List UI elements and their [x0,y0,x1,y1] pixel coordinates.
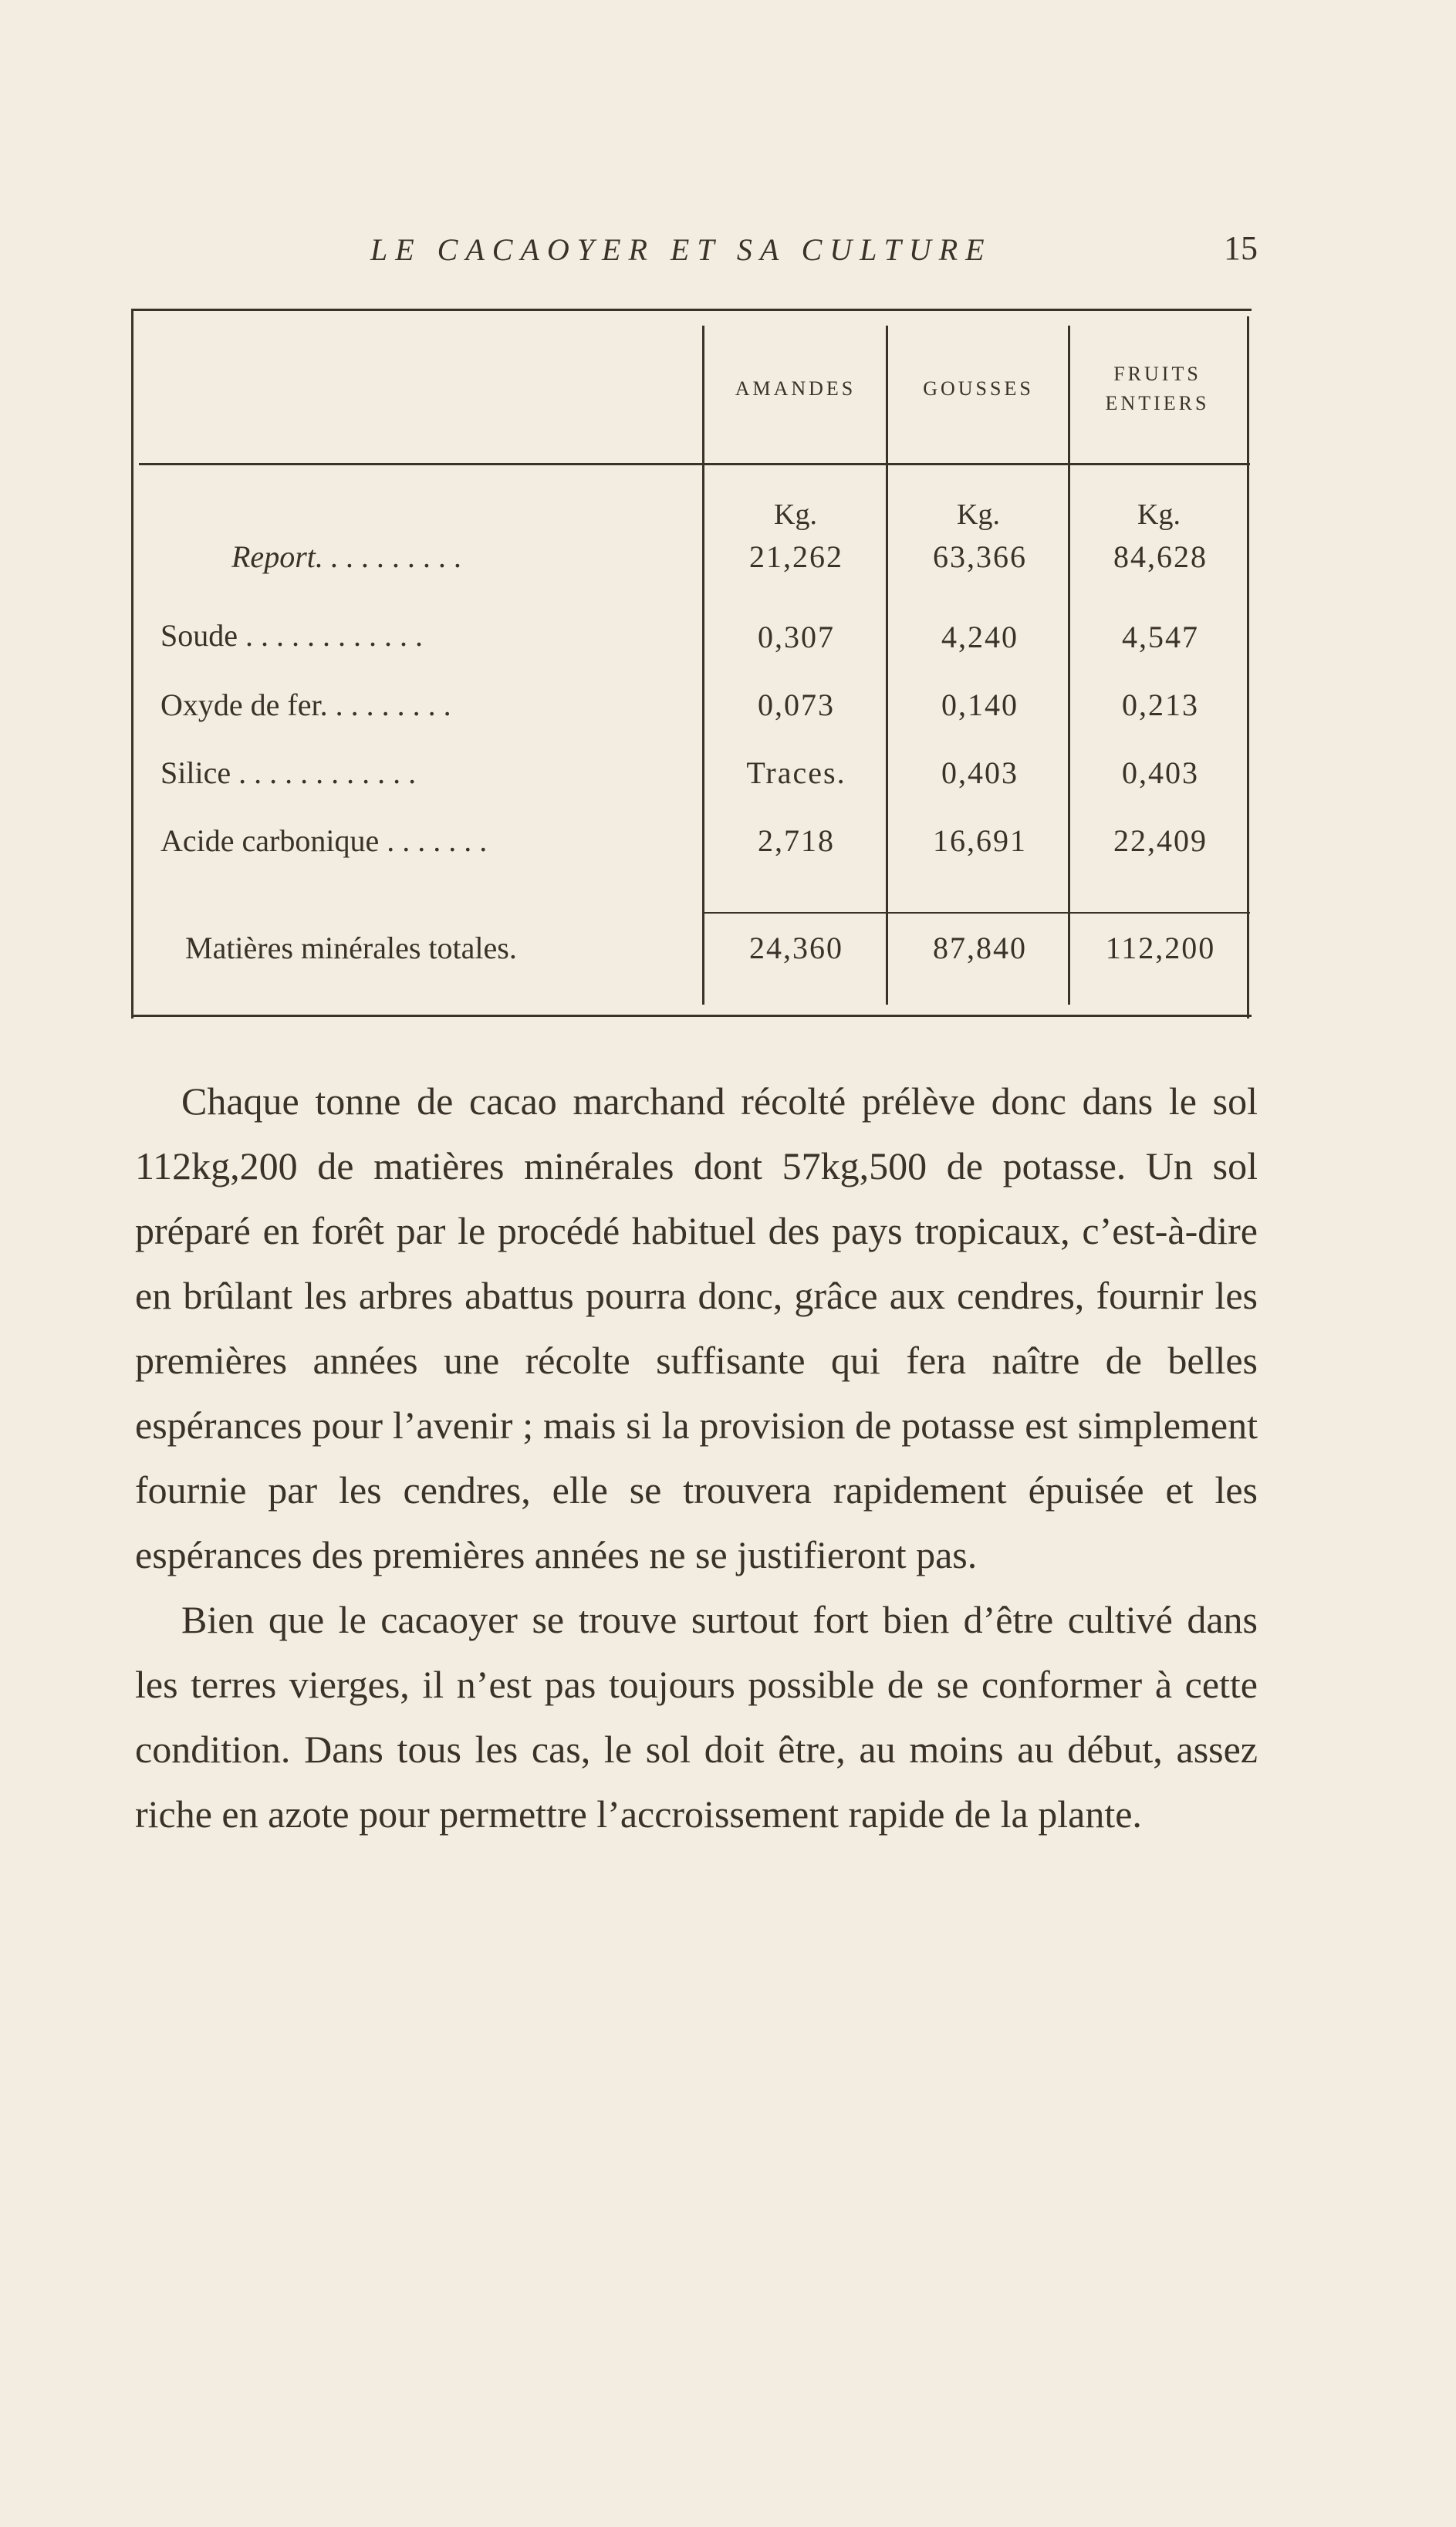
mineral-composition-table [131,309,1252,1026]
total-cell: 24,360 [749,931,843,965]
row-label-acide-carbonique: Acide carbonique . . . . . . . [160,823,488,858]
header-rule [139,463,1250,465]
table-cell: 84,628 [1113,539,1208,574]
table-cell: 0,307 [758,620,835,654]
column-separator [1068,326,1070,1005]
table-cell: 0,403 [1122,755,1199,790]
table-cell: 0,213 [1122,687,1199,722]
running-header [131,231,1258,278]
row-label-report: Report. . . . . . . . . . [231,539,462,574]
total-rule [702,912,1250,914]
table-cell: 22,409 [1113,823,1208,858]
table-cell: 63,366 [933,539,1027,574]
table-cell: 0,073 [758,687,835,722]
running-title: LE CACAOYER ET SA CULTURE [370,232,992,267]
total-cell: 112,200 [1105,931,1216,965]
total-cell: 87,840 [933,931,1027,965]
table-bottom-rule [131,1015,1252,1017]
table-cell: 16,691 [933,823,1027,858]
table-cell: 4,240 [941,620,1019,654]
body-text [135,1069,1258,1846]
table-cell: 4,547 [1122,620,1199,654]
paragraph: Bien que le cacaoyer se trouve surtout fort bien d’être cultivé dans les terres vierges, il n’est pas toujours possible de se conformer à cette condition. Dans tous les cas, le sol doit être, au moins au début, assez riche en azote pour permettre l’accroissement rapide de la plante. [135,1598,1258,1836]
row-label-oxyde-de-fer: Oxyde de fer. . . . . . . . . [160,687,451,722]
column-header-fruits-entiers: FRUITS ENTIERS [1105,363,1210,414]
table-cell: 0,140 [941,687,1019,722]
unit-label: Kg. [957,498,1000,531]
table-top-rule [131,309,1252,311]
table-cell: 2,718 [758,823,835,858]
column-header-amandes: AMANDES [735,377,856,400]
unit-label: Kg. [774,498,817,531]
column-separator [702,326,704,1005]
table-cell: Traces. [746,755,846,790]
table-left-rule [131,309,133,1019]
table-cell: 21,262 [749,539,843,574]
row-label-total: Matières minérales totales. [185,931,517,965]
paragraph: Chaque tonne de cacao marchand récolté prélève donc dans le sol 112kg,200 de matières minérales dont 57kg,500 de potasse. Un sol préparé en forêt par le procédé habituel des pays tropicaux, c’est-à-dire en brûlant les arbres abattus pourra donc, grâce aux cendres, fournir les premières années une récolte suffisante qui fera naître de belles espérances pour l’avenir ; mais si la provision de potasse est simplement fournie par les cendres, elle se trouvera rapidement épuisée et les espérances des premières années ne se justifieront pas. [135,1079,1258,1576]
column-separator [886,326,888,1005]
column-header-gousses: GOUSSES [923,377,1034,400]
row-label-silice: Silice . . . . . . . . . . . . [160,755,417,790]
page-number: 15 [1224,229,1258,267]
row-label-soude: Soude . . . . . . . . . . . . [160,618,423,653]
table-cell: 0,403 [941,755,1019,790]
unit-label: Kg. [1137,498,1181,531]
